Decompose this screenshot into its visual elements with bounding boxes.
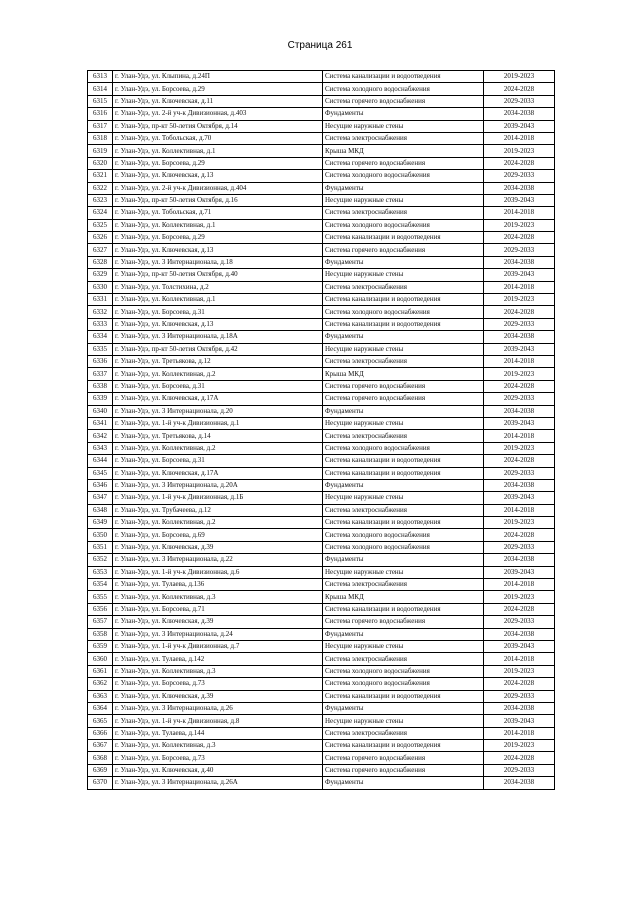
table-row [88, 71, 555, 83]
address-cell: г. Улан-Удэ, ул. Борсоева, д.29 [113, 83, 323, 95]
table-row [88, 492, 555, 504]
period-cell: 2014-2018 [484, 355, 555, 367]
row-number-cell: 6348 [88, 504, 113, 516]
table-row [88, 504, 555, 516]
system-cell: Система канализации и водоотведения [323, 318, 484, 330]
system-cell: Система канализации и водоотведения [323, 517, 484, 529]
row-number-cell: 6319 [88, 145, 113, 157]
table-row [88, 777, 555, 789]
system-cell: Система холодного водоснабжения [323, 442, 484, 454]
system-cell: Система холодного водоснабжения [323, 83, 484, 95]
table-row [88, 417, 555, 429]
row-number-cell: 6370 [88, 777, 113, 789]
period-cell: 2029-2033 [484, 467, 555, 479]
system-cell: Система электроснабжения [323, 653, 484, 665]
period-cell: 2039-2043 [484, 492, 555, 504]
row-number-cell: 6317 [88, 120, 113, 132]
system-cell: Крыша МКД [323, 368, 484, 380]
page-number-header: Страница 261 [287, 40, 353, 51]
system-cell: Система электроснабжения [323, 132, 484, 144]
system-cell: Система холодного водоснабжения [323, 306, 484, 318]
row-number-cell: 6366 [88, 727, 113, 739]
row-number-cell: 6346 [88, 479, 113, 491]
table-row [88, 579, 555, 591]
row-number-cell: 6361 [88, 665, 113, 677]
table-row [88, 479, 555, 491]
row-number-cell: 6349 [88, 517, 113, 529]
period-cell: 2014-2018 [484, 207, 555, 219]
system-cell: Система горячего водоснабжения [323, 616, 484, 628]
row-number-cell: 6368 [88, 752, 113, 764]
table-row [88, 715, 555, 727]
period-cell: 2024-2028 [484, 83, 555, 95]
system-cell: Фундаменты [323, 405, 484, 417]
system-cell: Система горячего водоснабжения [323, 244, 484, 256]
system-cell: Система канализации и водоотведения [323, 455, 484, 467]
period-cell: 2014-2018 [484, 281, 555, 293]
system-cell: Система горячего водоснабжения [323, 752, 484, 764]
address-cell: г. Улан-Удэ, ул. Тулаева, д.144 [113, 727, 323, 739]
row-number-cell: 6358 [88, 628, 113, 640]
row-number-cell: 6333 [88, 318, 113, 330]
table-row [88, 244, 555, 256]
system-cell: Система горячего водоснабжения [323, 157, 484, 169]
period-cell: 2034-2038 [484, 479, 555, 491]
table-row [88, 380, 555, 392]
system-cell: Система электроснабжения [323, 579, 484, 591]
row-number-cell: 6338 [88, 380, 113, 392]
period-cell: 2024-2028 [484, 529, 555, 541]
row-number-cell: 6353 [88, 566, 113, 578]
row-number-cell: 6342 [88, 430, 113, 442]
table-row [88, 294, 555, 306]
address-cell: г. Улан-Удэ, ул. 1-й уч-к Дивизионная, д.1 [113, 417, 323, 429]
period-cell: 2019-2023 [484, 145, 555, 157]
row-number-cell: 6364 [88, 702, 113, 714]
address-cell: г. Улан-Удэ, ул. Борсоева, д.69 [113, 529, 323, 541]
table-row [88, 467, 555, 479]
system-cell: Система электроснабжения [323, 207, 484, 219]
system-cell: Система горячего водоснабжения [323, 380, 484, 392]
address-cell: г. Улан-Удэ, ул. Коллективная, д.2 [113, 517, 323, 529]
period-cell: 2029-2033 [484, 244, 555, 256]
table-row [88, 603, 555, 615]
table-row [88, 157, 555, 169]
row-number-cell: 6369 [88, 764, 113, 776]
system-cell: Система горячего водоснабжения [323, 95, 484, 107]
system-cell: Крыша МКД [323, 591, 484, 603]
period-cell: 2034-2038 [484, 182, 555, 194]
table-row [88, 207, 555, 219]
table-row [88, 182, 555, 194]
system-cell: Несущие наружные стены [323, 492, 484, 504]
address-cell: г. Улан-Удэ, ул. 3 Интернационала, д.18 [113, 256, 323, 268]
system-cell: Система канализации и водоотведения [323, 467, 484, 479]
row-number-cell: 6340 [88, 405, 113, 417]
address-cell: г. Улан-Удэ, ул. Ключевская, д.39 [113, 541, 323, 553]
system-cell: Система канализации и водоотведения [323, 690, 484, 702]
row-number-cell: 6341 [88, 417, 113, 429]
row-number-cell: 6321 [88, 170, 113, 182]
row-number-cell: 6367 [88, 740, 113, 752]
period-cell: 2034-2038 [484, 405, 555, 417]
system-cell: Фундаменты [323, 256, 484, 268]
period-cell: 2034-2038 [484, 777, 555, 789]
address-cell: г. Улан-Удэ, ул. Ключевская, д.13 [113, 318, 323, 330]
table-row [88, 120, 555, 132]
table-row [88, 194, 555, 206]
system-cell: Система канализации и водоотведения [323, 603, 484, 615]
row-number-cell: 6335 [88, 343, 113, 355]
period-cell: 2029-2033 [484, 318, 555, 330]
address-cell: г. Улан-Удэ, пр-кт 50-летия Октября, д.14 [113, 120, 323, 132]
system-cell: Система электроснабжения [323, 355, 484, 367]
system-cell: Система горячего водоснабжения [323, 393, 484, 405]
address-cell: г. Улан-Удэ, ул. Тулаева, д.142 [113, 653, 323, 665]
table-row [88, 256, 555, 268]
address-cell: г. Улан-Удэ, ул. Коллективная, д.1 [113, 219, 323, 231]
address-cell: г. Улан-Удэ, ул. Ключевская, д.39 [113, 616, 323, 628]
period-cell: 2039-2043 [484, 566, 555, 578]
table-row [88, 343, 555, 355]
period-cell: 2039-2043 [484, 120, 555, 132]
system-cell: Несущие наружные стены [323, 120, 484, 132]
system-cell: Система холодного водоснабжения [323, 529, 484, 541]
table-row [88, 455, 555, 467]
table-row [88, 368, 555, 380]
address-cell: г. Улан-Удэ, ул. Ключевская, д.17А [113, 467, 323, 479]
period-cell: 2019-2023 [484, 219, 555, 231]
table-row [88, 269, 555, 281]
row-number-cell: 6350 [88, 529, 113, 541]
row-number-cell: 6327 [88, 244, 113, 256]
row-number-cell: 6343 [88, 442, 113, 454]
address-cell: г. Улан-Удэ, ул. 3 Интернационала, д.20 [113, 405, 323, 417]
row-number-cell: 6315 [88, 95, 113, 107]
address-cell: г. Улан-Удэ, ул. Тобольская, д.70 [113, 132, 323, 144]
address-cell: г. Улан-Удэ, ул. Коллективная, д.2 [113, 368, 323, 380]
period-cell: 2024-2028 [484, 678, 555, 690]
row-number-cell: 6322 [88, 182, 113, 194]
address-cell: г. Улан-Удэ, ул. Коллективная, д.3 [113, 740, 323, 752]
system-cell: Система канализации и водоотведения [323, 71, 484, 83]
period-cell: 2019-2023 [484, 442, 555, 454]
system-cell: Фундаменты [323, 702, 484, 714]
period-cell: 2024-2028 [484, 380, 555, 392]
address-cell: г. Улан-Удэ, ул. Клыпина, д.24П [113, 71, 323, 83]
address-cell: г. Улан-Удэ, ул. Третьякова, д.12 [113, 355, 323, 367]
address-cell: г. Улан-Удэ, ул. Ключевская, д.39 [113, 690, 323, 702]
period-cell: 2029-2033 [484, 764, 555, 776]
address-cell: г. Улан-Удэ, ул. Ключевская, д.11 [113, 95, 323, 107]
table-row [88, 764, 555, 776]
address-cell: г. Улан-Удэ, ул. 3 Интернационала, д.24 [113, 628, 323, 640]
table-row [88, 517, 555, 529]
period-cell: 2029-2033 [484, 690, 555, 702]
row-number-cell: 6363 [88, 690, 113, 702]
table-row [88, 219, 555, 231]
system-cell: Фундаменты [323, 628, 484, 640]
table-row [88, 331, 555, 343]
row-number-cell: 6328 [88, 256, 113, 268]
period-cell: 2024-2028 [484, 455, 555, 467]
period-cell: 2029-2033 [484, 393, 555, 405]
address-cell: г. Улан-Удэ, ул. Коллективная, д.1 [113, 145, 323, 157]
table-row [88, 232, 555, 244]
period-cell: 2019-2023 [484, 517, 555, 529]
address-cell: г. Улан-Удэ, ул. Коллективная, д.2 [113, 442, 323, 454]
system-cell: Система электроснабжения [323, 727, 484, 739]
address-cell: г. Улан-Удэ, ул. 3 Интернационала, д.26 [113, 702, 323, 714]
system-cell: Несущие наружные стены [323, 640, 484, 652]
address-cell: г. Улан-Удэ, ул. 3 Интернационала, д.22 [113, 554, 323, 566]
row-number-cell: 6345 [88, 467, 113, 479]
address-cell: г. Улан-Удэ, ул. 3 Интернационала, д.20А [113, 479, 323, 491]
system-cell: Крыша МКД [323, 145, 484, 157]
row-number-cell: 6337 [88, 368, 113, 380]
address-cell: г. Улан-Удэ, пр-кт 50-летия Октября, д.42 [113, 343, 323, 355]
period-cell: 2024-2028 [484, 157, 555, 169]
system-cell: Фундаменты [323, 554, 484, 566]
row-number-cell: 6325 [88, 219, 113, 231]
period-cell: 2014-2018 [484, 132, 555, 144]
period-cell: 2019-2023 [484, 591, 555, 603]
address-cell: г. Улан-Удэ, ул. Толстихина, д.2 [113, 281, 323, 293]
period-cell: 2024-2028 [484, 603, 555, 615]
period-cell: 2034-2038 [484, 554, 555, 566]
system-cell: Несущие наружные стены [323, 269, 484, 281]
period-cell: 2019-2023 [484, 294, 555, 306]
row-number-cell: 6316 [88, 108, 113, 120]
address-cell: г. Улан-Удэ, ул. Ключевская, д.17А [113, 393, 323, 405]
table-row [88, 740, 555, 752]
address-cell: г. Улан-Удэ, ул. 1-й уч-к Дивизионная, д.1Б [113, 492, 323, 504]
row-number-cell: 6318 [88, 132, 113, 144]
row-number-cell: 6326 [88, 232, 113, 244]
address-cell: г. Улан-Удэ, ул. Коллективная, д.1 [113, 294, 323, 306]
system-cell: Несущие наружные стены [323, 194, 484, 206]
address-cell: г. Улан-Удэ, ул. 1-й уч-к Дивизионная, д.7 [113, 640, 323, 652]
period-cell: 2039-2043 [484, 269, 555, 281]
address-cell: г. Улан-Удэ, ул. Борсоева, д.31 [113, 306, 323, 318]
table-row [88, 170, 555, 182]
period-cell: 2029-2033 [484, 95, 555, 107]
system-cell: Система электроснабжения [323, 504, 484, 516]
row-number-cell: 6351 [88, 541, 113, 553]
table-body [88, 71, 555, 790]
period-cell: 2039-2043 [484, 343, 555, 355]
period-cell: 2014-2018 [484, 504, 555, 516]
period-cell: 2019-2023 [484, 71, 555, 83]
row-number-cell: 6323 [88, 194, 113, 206]
period-cell: 2014-2018 [484, 430, 555, 442]
row-number-cell: 6365 [88, 715, 113, 727]
repair-schedule-table [87, 70, 555, 790]
period-cell: 2014-2018 [484, 579, 555, 591]
address-cell: г. Улан-Удэ, ул. 3 Интернационала, д.26А [113, 777, 323, 789]
row-number-cell: 6320 [88, 157, 113, 169]
address-cell: г. Улан-Удэ, ул. Ключевская, д.40 [113, 764, 323, 776]
row-number-cell: 6356 [88, 603, 113, 615]
row-number-cell: 6313 [88, 71, 113, 83]
period-cell: 2014-2018 [484, 727, 555, 739]
system-cell: Несущие наружные стены [323, 417, 484, 429]
period-cell: 2019-2023 [484, 740, 555, 752]
period-cell: 2034-2038 [484, 108, 555, 120]
table-row [88, 132, 555, 144]
table-row [88, 678, 555, 690]
period-cell: 2029-2033 [484, 616, 555, 628]
period-cell: 2014-2018 [484, 653, 555, 665]
address-cell: г. Улан-Удэ, ул. Тобольская, д.71 [113, 207, 323, 219]
row-number-cell: 6352 [88, 554, 113, 566]
address-cell: г. Улан-Удэ, ул. Борсоева, д.73 [113, 752, 323, 764]
period-cell: 2019-2023 [484, 665, 555, 677]
table-row [88, 702, 555, 714]
row-number-cell: 6314 [88, 83, 113, 95]
address-cell: г. Улан-Удэ, ул. Борсоева, д.29 [113, 157, 323, 169]
table-row [88, 83, 555, 95]
table-row [88, 566, 555, 578]
period-cell: 2024-2028 [484, 306, 555, 318]
system-cell: Система холодного водоснабжения [323, 170, 484, 182]
row-number-cell: 6347 [88, 492, 113, 504]
row-number-cell: 6336 [88, 355, 113, 367]
table-row [88, 727, 555, 739]
system-cell: Система холодного водоснабжения [323, 541, 484, 553]
table-row [88, 405, 555, 417]
address-cell: г. Улан-Удэ, ул. 2-й уч-к Дивизионная, д.404 [113, 182, 323, 194]
address-cell: г. Улан-Удэ, ул. Ключевская, д.13 [113, 244, 323, 256]
address-cell: г. Улан-Удэ, пр-кт 50-летия Октября, д.16 [113, 194, 323, 206]
table-row [88, 665, 555, 677]
table-row [88, 690, 555, 702]
table-row [88, 616, 555, 628]
table-row [88, 306, 555, 318]
row-number-cell: 6334 [88, 331, 113, 343]
table-row [88, 541, 555, 553]
address-cell: г. Улан-Удэ, ул. Борсоева, д.31 [113, 380, 323, 392]
address-cell: г. Улан-Удэ, ул. Трубачеева, д.12 [113, 504, 323, 516]
system-cell: Фундаменты [323, 182, 484, 194]
period-cell: 2039-2043 [484, 417, 555, 429]
address-cell: г. Улан-Удэ, ул. 1-й уч-к Дивизионная, д.8 [113, 715, 323, 727]
table-row [88, 529, 555, 541]
table-row [88, 95, 555, 107]
table-row [88, 281, 555, 293]
table-row [88, 628, 555, 640]
system-cell: Фундаменты [323, 479, 484, 491]
period-cell: 2034-2038 [484, 331, 555, 343]
system-cell: Система канализации и водоотведения [323, 232, 484, 244]
row-number-cell: 6324 [88, 207, 113, 219]
system-cell: Система канализации и водоотведения [323, 294, 484, 306]
system-cell: Несущие наружные стены [323, 715, 484, 727]
row-number-cell: 6362 [88, 678, 113, 690]
system-cell: Несущие наружные стены [323, 566, 484, 578]
period-cell: 2019-2023 [484, 368, 555, 380]
row-number-cell: 6344 [88, 455, 113, 467]
row-number-cell: 6359 [88, 640, 113, 652]
address-cell: г. Улан-Удэ, ул. Третьякова, д.14 [113, 430, 323, 442]
row-number-cell: 6329 [88, 269, 113, 281]
table-row [88, 591, 555, 603]
period-cell: 2039-2043 [484, 194, 555, 206]
system-cell: Фундаменты [323, 777, 484, 789]
row-number-cell: 6332 [88, 306, 113, 318]
period-cell: 2034-2038 [484, 628, 555, 640]
address-cell: г. Улан-Удэ, ул. Ключевская, д.13 [113, 170, 323, 182]
period-cell: 2034-2038 [484, 256, 555, 268]
row-number-cell: 6360 [88, 653, 113, 665]
system-cell: Система электроснабжения [323, 430, 484, 442]
period-cell: 2039-2043 [484, 715, 555, 727]
address-cell: г. Улан-Удэ, ул. 2-й уч-к Дивизионная, д.403 [113, 108, 323, 120]
table-row [88, 145, 555, 157]
system-cell: Фундаменты [323, 331, 484, 343]
system-cell: Несущие наружные стены [323, 343, 484, 355]
system-cell: Система электроснабжения [323, 281, 484, 293]
row-number-cell: 6331 [88, 294, 113, 306]
system-cell: Система холодного водоснабжения [323, 665, 484, 677]
address-cell: г. Улан-Удэ, ул. Тулаева, д.136 [113, 579, 323, 591]
table-row [88, 430, 555, 442]
table-row [88, 640, 555, 652]
address-cell: г. Улан-Удэ, ул. Борсоева, д.73 [113, 678, 323, 690]
address-cell: г. Улан-Удэ, ул. Борсоева, д.31 [113, 455, 323, 467]
row-number-cell: 6330 [88, 281, 113, 293]
row-number-cell: 6339 [88, 393, 113, 405]
table-row [88, 393, 555, 405]
address-cell: г. Улан-Удэ, ул. 3 Интернационала, д.18А [113, 331, 323, 343]
table-row [88, 554, 555, 566]
row-number-cell: 6354 [88, 579, 113, 591]
row-number-cell: 6357 [88, 616, 113, 628]
table-row [88, 752, 555, 764]
system-cell: Система холодного водоснабжения [323, 678, 484, 690]
system-cell: Фундаменты [323, 108, 484, 120]
system-cell: Система горячего водоснабжения [323, 764, 484, 776]
address-cell: г. Улан-Удэ, ул. Коллективная, д.3 [113, 591, 323, 603]
period-cell: 2039-2043 [484, 640, 555, 652]
table-row [88, 442, 555, 454]
period-cell: 2024-2028 [484, 232, 555, 244]
address-cell: г. Улан-Удэ, ул. Борсоева, д.71 [113, 603, 323, 615]
system-cell: Система холодного водоснабжения [323, 219, 484, 231]
table-row [88, 355, 555, 367]
row-number-cell: 6355 [88, 591, 113, 603]
table-row [88, 318, 555, 330]
period-cell: 2029-2033 [484, 170, 555, 182]
address-cell: г. Улан-Удэ, ул. Борсоева, д.29 [113, 232, 323, 244]
address-cell: г. Улан-Удэ, пр-кт 50-летия Октября, д.40 [113, 269, 323, 281]
address-cell: г. Улан-Удэ, ул. 1-й уч-к Дивизионная, д.6 [113, 566, 323, 578]
period-cell: 2024-2028 [484, 752, 555, 764]
period-cell: 2034-2038 [484, 702, 555, 714]
period-cell: 2029-2033 [484, 541, 555, 553]
table-row [88, 653, 555, 665]
table-row [88, 108, 555, 120]
address-cell: г. Улан-Удэ, ул. Коллективная, д.3 [113, 665, 323, 677]
system-cell: Система канализации и водоотведения [323, 740, 484, 752]
